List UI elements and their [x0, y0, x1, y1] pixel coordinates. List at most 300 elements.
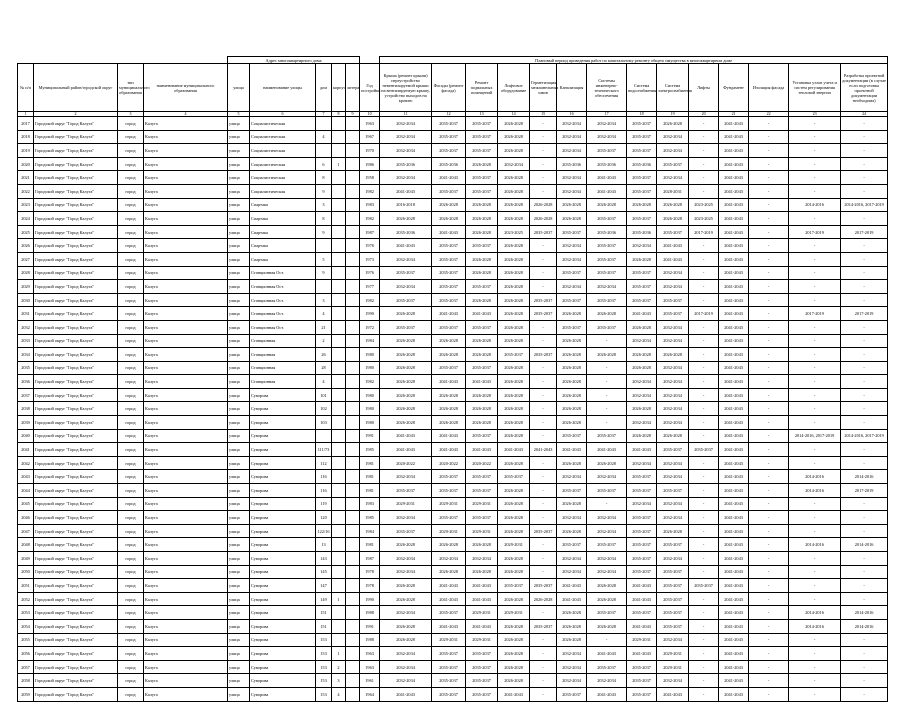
table-cell: -: [689, 117, 719, 131]
table-cell: 8: [316, 171, 332, 185]
table-cell: 2035-2037: [627, 280, 657, 294]
table-cell: -: [689, 375, 719, 389]
table-cell: -: [689, 497, 719, 511]
table-cell: город: [118, 280, 144, 294]
table-cell: -: [530, 674, 557, 688]
table-cell: город: [118, 130, 144, 144]
column-number: 24: [841, 112, 888, 117]
table-cell: 2032-2034: [380, 647, 432, 661]
table-cell: [316, 117, 332, 131]
table-cell: улица: [228, 184, 250, 198]
table-cell: 2035-2037: [657, 293, 689, 307]
table-cell: 1982: [360, 375, 380, 389]
table-cell: Городской округ "Город Калуга": [34, 361, 118, 375]
table-cell: -: [841, 239, 888, 253]
table-cell: 1982: [360, 212, 380, 226]
table-cell: 2026-2028: [466, 293, 498, 307]
table-cell: 2041-2043: [587, 171, 627, 185]
table-cell: город: [118, 307, 144, 321]
table-cell: улица: [228, 592, 250, 606]
table-cell: 2035-2037: [530, 348, 557, 362]
table-cell: -: [689, 252, 719, 266]
table-cell: 2041-2043: [719, 606, 749, 620]
table-cell: 2023-2025: [689, 198, 719, 212]
table-cell: -: [789, 184, 841, 198]
table-cell: 2023-2025: [689, 212, 719, 226]
table-cell: 2041-2043: [719, 524, 749, 538]
table-cell: улица: [228, 307, 250, 321]
table-cell: 2026-2028: [557, 334, 587, 348]
table-cell: [332, 348, 346, 362]
table-cell: 1970: [360, 144, 380, 158]
table-cell: 2014-2016: [789, 198, 841, 212]
table-cell: Калуга: [144, 565, 228, 579]
column-header: улица: [228, 64, 250, 112]
table-cell: 2041-2043: [719, 184, 749, 198]
table-cell: Калуга: [144, 198, 228, 212]
table-cell: [332, 416, 346, 430]
table-cell: Калуга: [144, 334, 228, 348]
table-cell: 2051: [18, 579, 34, 593]
table-cell: [332, 334, 346, 348]
table-cell: 2041-2043: [432, 307, 466, 321]
table-cell: [346, 456, 360, 470]
table-cell: -: [530, 470, 557, 484]
table-cell: 2057: [18, 660, 34, 674]
table-cell: 2035-2037: [627, 687, 657, 701]
table-cell: Городской округ "Город Калуга": [34, 198, 118, 212]
table-cell: 2032-2034: [657, 402, 689, 416]
table-cell: 2035-2037: [557, 266, 587, 280]
table-cell: -: [530, 633, 557, 647]
table-cell: [346, 592, 360, 606]
table-cell: Калуга: [144, 171, 228, 185]
table-cell: 2026-2028: [498, 184, 530, 198]
table-cell: 2041-2043: [719, 660, 749, 674]
table-cell: 4: [316, 130, 332, 144]
table-row: [18, 511, 888, 525]
table-cell: улица: [228, 252, 250, 266]
table-cell: 2035-2037: [432, 511, 466, 525]
table-cell: -: [749, 633, 789, 647]
table-cell: -: [689, 647, 719, 661]
table-cell: 2019: [18, 144, 34, 158]
table-cell: 2036: [18, 375, 34, 389]
table-cell: город: [118, 511, 144, 525]
table-row: [18, 239, 888, 253]
table-cell: Калуга: [144, 687, 228, 701]
table-cell: [346, 198, 360, 212]
table-cell: Суворова: [250, 565, 316, 579]
table-cell: город: [118, 565, 144, 579]
table-cell: 1: [332, 157, 346, 171]
table-cell: 2035-2036: [627, 225, 657, 239]
table-cell: -: [749, 511, 789, 525]
table-cell: Калуга: [144, 538, 228, 552]
table-cell: 2026-2028: [498, 456, 530, 470]
column-number: 9: [346, 112, 360, 117]
table-cell: -: [841, 171, 888, 185]
table-cell: 2029-2031: [627, 633, 657, 647]
column-header: Установка узлов учета и систем регулирования тепловой энергии: [789, 64, 841, 112]
table-cell: 2032-2034: [380, 552, 432, 566]
table-row: [18, 633, 888, 647]
table-row: [18, 592, 888, 606]
table-cell: 120: [316, 511, 332, 525]
table-cell: 2029-2031: [657, 647, 689, 661]
table-cell: 2017-2019: [689, 225, 719, 239]
table-cell: 2035-2037: [432, 252, 466, 266]
table-cell: 2041-2043: [498, 443, 530, 457]
table-cell: Городской округ "Город Калуга": [34, 171, 118, 185]
table-cell: улица: [228, 606, 250, 620]
table-cell: Суворова: [250, 579, 316, 593]
table-cell: -: [841, 293, 888, 307]
table-cell: 2026-2028: [432, 334, 466, 348]
table-cell: 2041-2043: [719, 687, 749, 701]
table-cell: 2032-2034: [380, 606, 432, 620]
table-cell: -: [749, 592, 789, 606]
table-cell: 2035-2036: [432, 157, 466, 171]
column-number: 11: [380, 112, 432, 117]
table-cell: 2026-2028: [498, 144, 530, 158]
table-cell: город: [118, 497, 144, 511]
table-cell: 9: [316, 266, 332, 280]
table-cell: 2035-2037: [627, 660, 657, 674]
table-cell: 2035-2037: [466, 674, 498, 688]
table-cell: 2026-2028: [466, 538, 498, 552]
table-cell: 2041-2043: [719, 497, 749, 511]
table-cell: -: [689, 674, 719, 688]
table-cell: Калуга: [144, 239, 228, 253]
table-cell: 2041-2043: [380, 184, 432, 198]
table-cell: Суворова: [250, 443, 316, 457]
table-cell: [346, 538, 360, 552]
table-cell: -: [689, 606, 719, 620]
table-cell: Суворова: [250, 592, 316, 606]
table-cell: 2026-2028: [498, 497, 530, 511]
table-cell: -: [841, 388, 888, 402]
table-row: [18, 388, 888, 402]
table-cell: 2032-2034: [557, 144, 587, 158]
table-row: [18, 565, 888, 579]
table-cell: город: [118, 579, 144, 593]
table-cell: 2032-2034: [627, 497, 657, 511]
table-cell: 2041-2043: [719, 429, 749, 443]
table-row: [18, 552, 888, 566]
table-cell: 153: [316, 660, 332, 674]
table-cell: -: [749, 429, 789, 443]
table-cell: город: [118, 456, 144, 470]
table-cell: 151: [316, 606, 332, 620]
table-row: [18, 144, 888, 158]
table-cell: 2026-2028: [498, 511, 530, 525]
table-cell: 2041-2043: [380, 239, 432, 253]
table-cell: 2017-2019: [841, 225, 888, 239]
table-cell: Суворова: [250, 606, 316, 620]
table-cell: 2035-2037: [557, 538, 587, 552]
table-cell: -: [789, 511, 841, 525]
table-cell: 1964: [360, 687, 380, 701]
column-header: Система водоснабжения: [627, 64, 657, 112]
table-cell: 2014-2016, 2017-2019: [789, 429, 841, 443]
table-cell: Калуга: [144, 647, 228, 661]
column-header: литера: [346, 64, 360, 112]
table-cell: 2035-2037: [432, 660, 466, 674]
table-cell: 8: [316, 212, 332, 226]
table-cell: [346, 470, 360, 484]
table-cell: -: [689, 538, 719, 552]
table-cell: 2020-2022: [380, 456, 432, 470]
table-cell: 2026-2028: [466, 565, 498, 579]
table-cell: 2035-2037: [498, 579, 530, 593]
table-cell: 2035-2037: [530, 307, 557, 321]
column-number: 16: [557, 112, 587, 117]
table-cell: Калуга: [144, 130, 228, 144]
table-cell: 2035-2037: [432, 184, 466, 198]
table-cell: 2041-2043: [557, 579, 587, 593]
table-cell: Городской округ "Город Калуга": [34, 606, 118, 620]
table-cell: -: [530, 266, 557, 280]
table-cell: -: [587, 633, 627, 647]
table-cell: 2026-2028: [657, 429, 689, 443]
table-cell: 2031: [18, 307, 34, 321]
table-cell: 2041-2043: [627, 443, 657, 457]
table-cell: Городской округ "Город Калуга": [34, 456, 118, 470]
table-cell: 153: [316, 687, 332, 701]
table-cell: -: [841, 334, 888, 348]
table-cell: 2018: [18, 130, 34, 144]
table-cell: город: [118, 239, 144, 253]
table-cell: 2035-2037: [530, 579, 557, 593]
table-cell: [346, 307, 360, 321]
table-row: [18, 538, 888, 552]
table-cell: 2055: [18, 633, 34, 647]
table-cell: -: [749, 239, 789, 253]
table-cell: 2026-2028: [380, 633, 432, 647]
table-cell: Суворова: [250, 647, 316, 661]
table-cell: город: [118, 484, 144, 498]
table-cell: [332, 388, 346, 402]
table-cell: 1958: [360, 171, 380, 185]
table-cell: 2026-2028: [557, 524, 587, 538]
table-cell: Суворова: [250, 660, 316, 674]
table-cell: Калуга: [144, 484, 228, 498]
table-cell: 26: [316, 348, 332, 362]
table-cell: Городской округ "Город Калуга": [34, 416, 118, 430]
table-cell: Городской округ "Город Калуга": [34, 130, 118, 144]
table-cell: [346, 674, 360, 688]
table-cell: [346, 402, 360, 416]
table-cell: 2035-2037: [627, 117, 657, 131]
table-cell: 2041-2043: [719, 117, 749, 131]
table-cell: Калуга: [144, 606, 228, 620]
table-cell: Станционная: [250, 375, 316, 389]
table-cell: -: [749, 538, 789, 552]
table-cell: город: [118, 361, 144, 375]
table-row: [18, 348, 888, 362]
table-cell: -: [689, 361, 719, 375]
table-cell: 2035-2037: [657, 443, 689, 457]
table-cell: 2032-2034: [498, 157, 530, 171]
table-cell: Городской округ "Город Калуга": [34, 348, 118, 362]
table-cell: -: [749, 198, 789, 212]
table-cell: -: [749, 375, 789, 389]
table-cell: [346, 416, 360, 430]
table-cell: 2041-2043: [587, 647, 627, 661]
table-cell: 1983: [360, 198, 380, 212]
table-row: [18, 619, 888, 633]
table-cell: 2032-2034: [587, 565, 627, 579]
table-cell: -: [749, 348, 789, 362]
table-cell: Городской округ "Город Калуга": [34, 293, 118, 307]
table-cell: 2032-2034: [657, 144, 689, 158]
table-cell: город: [118, 252, 144, 266]
table-cell: [316, 429, 332, 443]
table-cell: 145: [316, 565, 332, 579]
table-cell: [332, 130, 346, 144]
table-cell: Городской округ "Город Калуга": [34, 429, 118, 443]
table-cell: 2026-2028: [587, 579, 627, 593]
column-header: Муниципальный район/городской округ: [34, 64, 118, 112]
table-cell: -: [789, 388, 841, 402]
table-cell: 2017: [18, 117, 34, 131]
table-cell: 2041-2043: [719, 456, 749, 470]
table-row: [18, 280, 888, 294]
table-cell: 2026-2028: [498, 647, 530, 661]
table-cell: -: [789, 456, 841, 470]
table-cell: -: [789, 443, 841, 457]
table-cell: Городской округ "Город Калуга": [34, 524, 118, 538]
table-cell: 2043: [18, 470, 34, 484]
table-cell: город: [118, 184, 144, 198]
table-cell: -: [530, 388, 557, 402]
table-cell: [332, 144, 346, 158]
table-cell: 2026-2028: [557, 388, 587, 402]
column-number: 14: [498, 112, 530, 117]
table-cell: Городской округ "Город Калуга": [34, 388, 118, 402]
table-cell: -: [841, 252, 888, 266]
table-cell: [346, 619, 360, 633]
table-cell: 2032-2034: [657, 334, 689, 348]
table-cell: 2027: [18, 252, 34, 266]
table-cell: 21: [316, 320, 332, 334]
table-cell: 2035-2037: [657, 307, 689, 321]
table-cell: 2041-2043: [719, 239, 749, 253]
table-cell: 2041-2043: [432, 429, 466, 443]
table-cell: 2032-2034: [557, 239, 587, 253]
table-cell: -: [789, 524, 841, 538]
table-cell: 2026-2028: [657, 212, 689, 226]
table-cell: Социалистическая: [250, 171, 316, 185]
table-cell: 28: [316, 361, 332, 375]
column-number: 19: [657, 112, 689, 117]
table-cell: -: [689, 456, 719, 470]
table-cell: город: [118, 117, 144, 131]
table-cell: улица: [228, 497, 250, 511]
table-cell: [332, 320, 346, 334]
table-cell: 2: [316, 334, 332, 348]
table-cell: 2035-2036: [380, 157, 432, 171]
table-cell: 2024: [18, 212, 34, 226]
table-cell: -: [749, 565, 789, 579]
table-cell: [346, 348, 360, 362]
table-cell: 3: [316, 198, 332, 212]
table-cell: 2014-2016: [789, 606, 841, 620]
table-cell: 2026-2028: [380, 348, 432, 362]
table-cell: -: [530, 552, 557, 566]
table-cell: Суворова: [250, 633, 316, 647]
table-cell: -: [841, 647, 888, 661]
table-cell: -: [789, 375, 841, 389]
table-cell: 2032-2034: [380, 171, 432, 185]
table-cell: -: [749, 524, 789, 538]
table-cell: 2026-2028: [627, 252, 657, 266]
table-cell: 1990: [360, 592, 380, 606]
table-cell: 2017-2019: [789, 225, 841, 239]
table-cell: Городской округ "Город Калуга": [34, 674, 118, 688]
table-cell: -: [789, 157, 841, 171]
table-row: [18, 497, 888, 511]
table-cell: Суворова: [250, 619, 316, 633]
table-cell: [346, 633, 360, 647]
table-cell: -: [530, 239, 557, 253]
table-cell: 2041-2043: [719, 388, 749, 402]
table-cell: [346, 511, 360, 525]
table-cell: 2026-2028: [557, 619, 587, 633]
table-cell: 2041-2043: [719, 266, 749, 280]
table-cell: город: [118, 416, 144, 430]
table-cell: 2032-2034: [557, 117, 587, 131]
table-cell: 2041-2043: [627, 592, 657, 606]
table-cell: 2041-2043: [432, 592, 466, 606]
table-cell: Суворова: [250, 552, 316, 566]
table-cell: [332, 538, 346, 552]
table-cell: [332, 361, 346, 375]
table-cell: 1981: [360, 484, 380, 498]
table-cell: -: [530, 361, 557, 375]
table-cell: 2026-2028: [587, 456, 627, 470]
table-cell: 1984: [360, 334, 380, 348]
table-cell: 2032-2034: [657, 456, 689, 470]
table-cell: 2021: [18, 171, 34, 185]
table-cell: 2041-2043: [432, 443, 466, 457]
table-cell: 2041-2043: [719, 361, 749, 375]
table-cell: Суворова: [250, 456, 316, 470]
column-header: тип муниципального образования: [118, 64, 144, 112]
table-cell: -: [841, 348, 888, 362]
table-cell: -: [749, 184, 789, 198]
table-cell: улица: [228, 647, 250, 661]
column-header: Лифтовое оборудование: [498, 64, 530, 112]
table-cell: 2026-2028: [498, 565, 530, 579]
table-cell: 2035-2037: [432, 470, 466, 484]
table-cell: -: [530, 320, 557, 334]
table-cell: Социалистическая: [250, 184, 316, 198]
table-cell: 2032-2034: [587, 280, 627, 294]
table-cell: 153: [316, 674, 332, 688]
table-cell: 2056: [18, 647, 34, 661]
table-cell: Суворова: [250, 470, 316, 484]
table-cell: Городской округ "Город Калуга": [34, 225, 118, 239]
table-cell: -: [749, 171, 789, 185]
table-cell: 2032-2034: [557, 565, 587, 579]
table-cell: улица: [228, 225, 250, 239]
table-row: [18, 470, 888, 484]
table-cell: улица: [228, 375, 250, 389]
table-cell: -: [689, 348, 719, 362]
column-number: 13: [466, 112, 498, 117]
